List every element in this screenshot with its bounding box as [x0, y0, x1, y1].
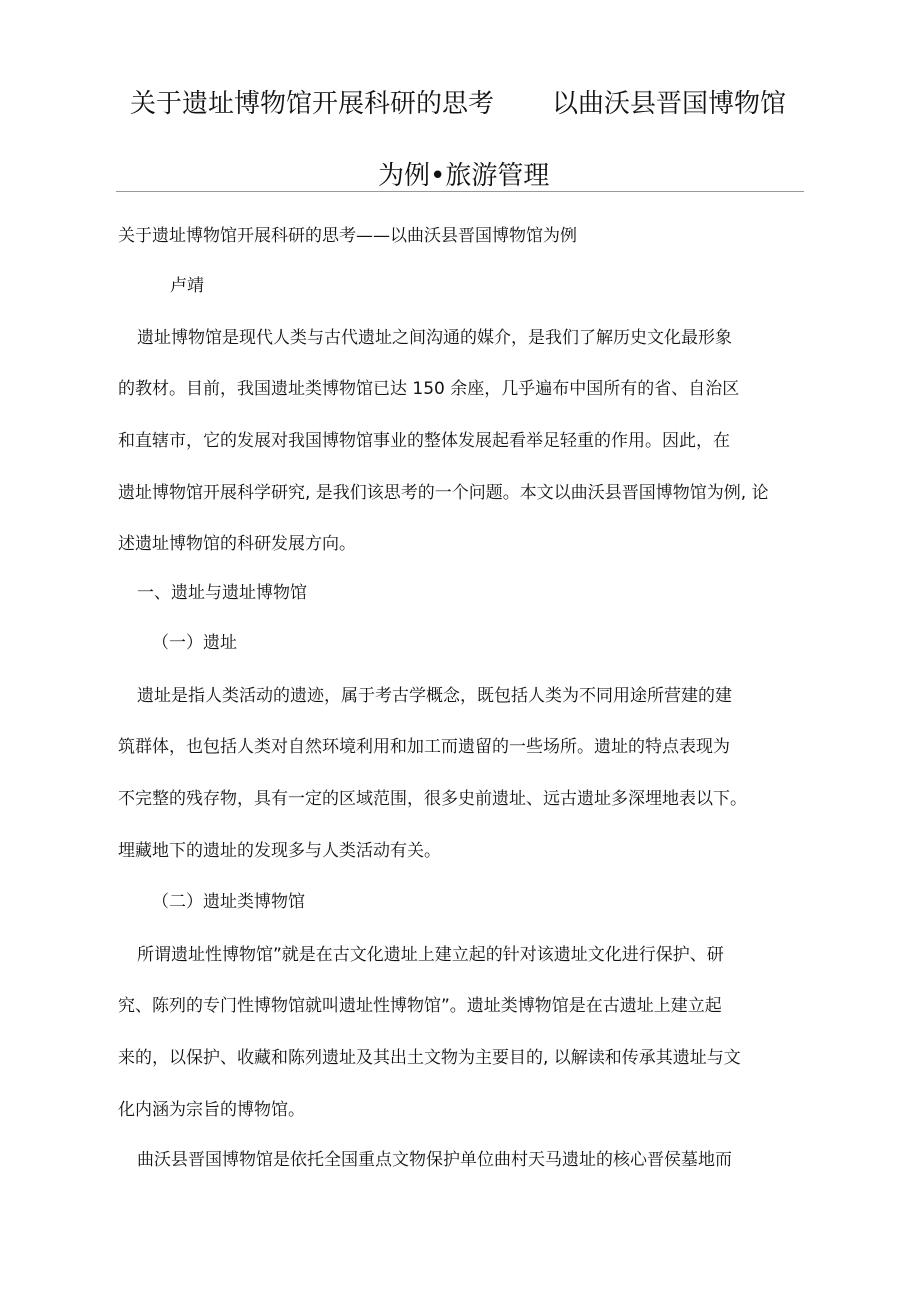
body-line: 遗址博物馆开展科学研究, 是我们该思考的一个问题。本文以曲沃县晋国博物馆为例, 论	[118, 483, 769, 503]
body-line: 不完整的残存物，具有一定的区域范围，很多史前遗址、远古遗址多深埋地表以下。	[118, 789, 747, 809]
title-divider	[116, 191, 804, 192]
body-line: 遗址是指人类活动的遗迹，属于考古学概念，既包括人类为不同用途所营建的建	[137, 686, 732, 706]
body-line: 来的，以保护、收藏和陈列遗址及其出土文物为主要目的, 以解读和传承其遗址与文	[118, 1048, 741, 1068]
section-heading: 一、遗址与遗址博物馆	[137, 583, 307, 603]
document-title-line2: 为例•旅游管理	[378, 161, 550, 191]
body-line: 究、陈列的专门性博物馆就叫遗址性博物馆”。遗址类博物馆是在古遗址上建立起	[118, 996, 722, 1016]
body-line: 埋藏地下的遗址的发现多与人类活动有关。	[118, 841, 441, 861]
body-line: 的教材。目前，我国遗址类博物馆已达 150 余座，几乎遍布中国所有的省、自治区	[118, 379, 740, 399]
body-line: 筑群体，也包括人类对自然环境利用和加工而遗留的一些场所。遗址的特点表现为	[118, 737, 730, 757]
author: 卢靖	[170, 276, 204, 296]
body-line: 曲沃县晋国博物馆是依托全国重点文物保护单位曲村天马遗址的核心晋侯墓地而	[137, 1150, 732, 1170]
body-line: 所谓遗址性博物馆”就是在古文化遗址上建立起的针对该遗址文化进行保护、研	[137, 945, 724, 965]
document-title-line1-right: 以曲沃县晋国博物馆	[552, 89, 787, 119]
body-line: 遗址博物馆是现代人类与古代遗址之间沟通的媒介，是我们了解历史文化最形象	[137, 328, 732, 348]
subtitle: 关于遗址博物馆开展科研的思考——以曲沃县晋国博物馆为例	[118, 226, 577, 246]
document-title-line1-left: 关于遗址博物馆开展科研的思考	[130, 89, 495, 119]
body-line: 述遗址博物馆的科研发展方向。	[118, 534, 356, 554]
body-line: 化内涵为宗旨的博物馆。	[118, 1100, 305, 1120]
body-line: 和直辖市，它的发展对我国博物馆事业的整体发展起看举足轻重的作用。因此，在	[118, 431, 730, 451]
subsection-heading: （二）遗址类博物馆	[152, 892, 305, 912]
subsection-heading: （一）遗址	[152, 633, 237, 653]
